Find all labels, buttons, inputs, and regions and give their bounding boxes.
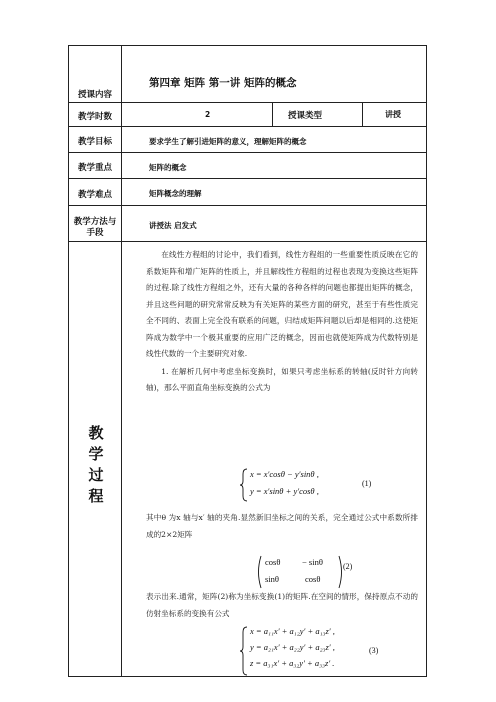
lesson-plan-table: [68, 45, 427, 677]
label-hours: 教学时数: [77, 112, 112, 122]
equation-3-tag: (3): [369, 646, 379, 655]
equation-3: [239, 626, 389, 676]
angle-paragraph: 其中θ 为x 轴与x′ 轴的夹角.显然新旧坐标之间的关系，完全通过公式中系数所排成的2×2矩阵: [146, 513, 418, 539]
equation-1-line-2: y = x′sinθ + y′cosθ ,: [250, 486, 319, 496]
space-paragraph: 表示出来.通常，矩阵(2)称为坐标变换(1)的矩阵.在空间的情形，保持原点不动的仿射坐标系的变换有公式: [146, 592, 418, 618]
difficulty-value: 矩阵概念的理解: [149, 189, 202, 198]
process-text-block-2: [146, 510, 418, 543]
row-course-content: [69, 46, 426, 103]
row-difficulty: [69, 179, 426, 206]
process-text-block-3: [146, 589, 418, 622]
row-hours: [69, 103, 426, 127]
equation-3-line-3: z = a₃₁x′ + a₃₂y′ + a₃₃z′ .: [250, 658, 335, 668]
course-type-value: 讲授: [385, 110, 401, 119]
row-method: [69, 206, 426, 242]
intro-paragraph: 在线性方程组的讨论中，我们看到，线性方程组的一些重要性质反映在它的系数矩阵和增广矩阵的性质上，并且解线性方程组的过程也表现为变换这些矩阵的过程.除了线性方程组之外，还有大量的各种各样的问题也都提出矩阵的概念，并且这些问题的研究常常反映为有关矩阵的某些方面的研究，甚至于有些性质完全不同的、表面上完全没有联系的问题，归结成矩阵问题以后却是相同的.这使矩阵成为数学中一个极其重要的应用广泛的概念，因而也就使矩阵成为代数特别是线性代数的一个主要研究对象.: [146, 250, 418, 358]
matrix-r2c2: cosθ: [305, 574, 321, 584]
brace-icon: [239, 626, 249, 676]
row-key: [69, 153, 426, 179]
equation-1-line-1: x = x′cosθ − y′sinθ ,: [250, 469, 319, 479]
matrix-2: [255, 555, 345, 589]
label-difficulty: 教学难点: [77, 190, 112, 200]
label-method-1: 教学方法与: [73, 217, 117, 227]
lesson-title: 第四章 矩阵 第一讲 矩阵的概念: [149, 77, 297, 89]
label-course-type: 授课类型: [288, 111, 323, 121]
brace-icon: [239, 468, 249, 502]
coordinate-paragraph: 1. 在解析几何中考虑坐标变换时，如果只考虑坐标系的转轴(反时针方向转轴)，那么平面直角坐标变换的公式为: [146, 366, 418, 392]
label-course-content: 授课内容: [77, 90, 112, 100]
goal-value: 要求学生了解引进矩阵的意义，理解矩阵的概念: [149, 137, 307, 146]
vertical-label-1: 教: [88, 424, 104, 442]
equation-1-tag: (1): [362, 479, 372, 488]
label-goal: 教学目标: [77, 137, 112, 147]
vertical-label-3: 过: [88, 466, 104, 484]
matrix-r1c2: − sinθ: [302, 557, 323, 567]
label-method-2: 手段: [86, 228, 104, 238]
equation-3-line-1: x = a₁₁x′ + a₁₂y′ + a₁₃z′ ,: [250, 626, 335, 636]
matrix-r2c1: sinθ: [265, 574, 279, 584]
row-goal: [69, 127, 426, 153]
method-value: 讲授法 启发式: [149, 221, 197, 230]
hours-value: 2: [205, 110, 211, 119]
label-key: 教学重点: [77, 163, 112, 173]
equation-3-line-2: y = a₂₁x′ + a₂₂y′ + a₂₃z′ ,: [250, 642, 335, 652]
equation-2-tag: (2): [343, 562, 353, 571]
process-text-block-1: [146, 247, 418, 397]
matrix-r1c1: cosθ: [265, 557, 281, 567]
key-value: 矩阵的概念: [149, 163, 187, 172]
vertical-label-2: 学: [88, 445, 104, 463]
teaching-process-cell: [69, 242, 426, 676]
vertical-label-4: 程: [88, 487, 104, 505]
